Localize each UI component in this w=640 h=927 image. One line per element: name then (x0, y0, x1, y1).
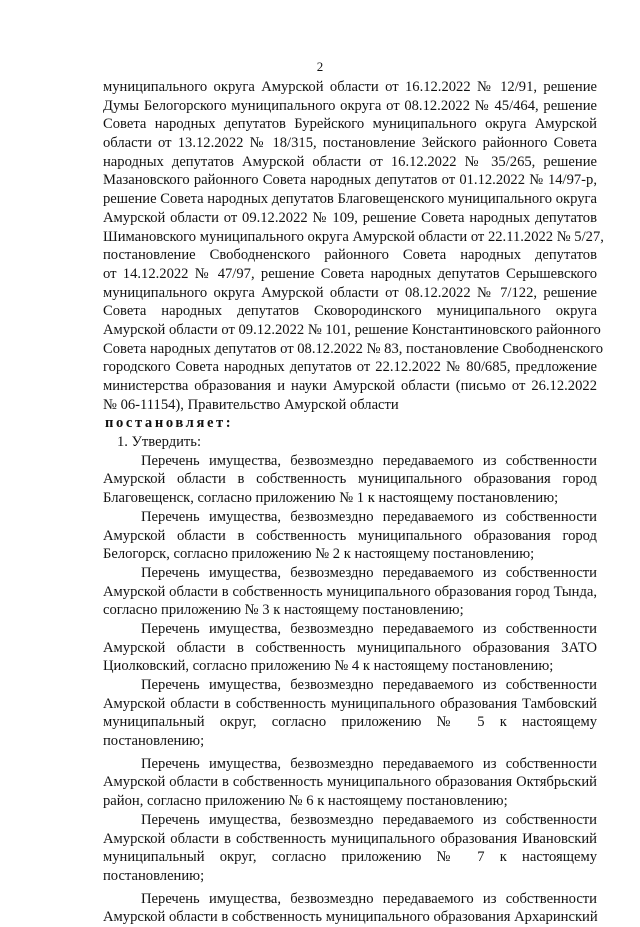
text-line: муниципальный округ, согласно приложению № 5 к настоящему (103, 714, 597, 731)
text-line: от 14.12.2022 № 47/97, решение Совета народных депутатов Серышевского (103, 265, 597, 282)
text-line: Амурской области от 09.12.2022 № 109, решение Совета народных депутатов (103, 209, 597, 226)
text-line: Мазановского районного Совета народных депутатов от 01.12.2022 № 14/97-р, (103, 172, 597, 189)
text-line: Циолковский, согласно приложению № 4 к настоящему постановлению; (103, 658, 554, 675)
list-item (103, 508, 597, 564)
text-line: № 06-11154), Правительство Амурской области (103, 396, 399, 413)
list-item (103, 811, 597, 886)
list-item (103, 890, 597, 927)
page-number: 2 (316, 59, 324, 74)
text-line: Перечень имущества, безвозмездно передаваемого из собственности (141, 452, 597, 469)
text-line: Перечень имущества, безвозмездно передаваемого из собственности (141, 811, 597, 828)
text-line: Амурской области в собственность муниципального образования город (103, 527, 597, 544)
text-line: Благовещенск, согласно приложению № 1 к настоящему постановлению; (103, 490, 559, 507)
approve-line: 1. Утвердить: (117, 434, 202, 451)
text-line: Амурской области в собственность муниципального образования Ивановский (103, 830, 597, 847)
text-line: народных депутатов Амурской области от 16.12.2022 № 35/265, решение (103, 153, 597, 170)
text-line: Амурской области в собственность муниципального образования Тамбовский (103, 695, 597, 712)
text-line: район, согласно приложению № 6 к настоящему постановлению; (103, 793, 508, 810)
text-line: Шимановского муниципального округа Амурской области от 22.11.2022 № 5/27, (103, 228, 604, 245)
text-line: Амурской области в собственность муниципального образования Октябрьский (103, 774, 597, 791)
text-line: Белогорск, согласно приложению № 2 к настоящему постановлению; (103, 546, 535, 563)
text-line: Амурской области в собственность муниципального образования Архаринский (103, 909, 598, 926)
list-item (103, 564, 597, 620)
text-line: постановлению; (103, 867, 205, 884)
text-line: Перечень имущества, безвозмездно передаваемого из собственности (141, 508, 597, 525)
text-line: области от 13.12.2022 № 18/315, постановление Зейского районного Совета (103, 135, 597, 152)
text-line: Амурской области от 09.12.2022 № 101, решение Константиновского районного (103, 321, 601, 338)
text-line: Перечень имущества, безвозмездно передаваемого из собственности (141, 564, 597, 581)
text-line: городского Совета народных депутатов от 22.12.2022 № 80/685, предложение (103, 359, 597, 376)
text-line: Совета народных депутатов Сковородинского муниципального округа (103, 303, 597, 320)
text-line: Думы Белогорского муниципального округа от 08.12.2022 № 45/464, решение (103, 97, 597, 114)
list-item (103, 755, 597, 811)
text-line: Перечень имущества, безвозмездно передаваемого из собственности (141, 620, 597, 637)
text-line: Совета народных депутатов Бурейского муниципального округа Амурской (103, 116, 597, 133)
text-line: муниципальный округ, согласно приложению № 7 к настоящему (103, 849, 597, 866)
text-line: Совета народных депутатов от 08.12.2022 № 83, постановление Свободненского (103, 340, 604, 357)
text-line: муниципального округа Амурской области от 08.12.2022 № 7/122, решение (103, 284, 597, 301)
intro-paragraph (103, 78, 604, 414)
document-body (103, 78, 604, 927)
text-line: Амурской области в собственность муниципального образования ЗАТО (103, 639, 597, 656)
text-line: согласно приложению № 3 к настоящему постановлению; (103, 602, 464, 619)
text-line: постановление Свободненского районного Совета народных депутатов (103, 247, 597, 264)
text-line: постановлению; (103, 733, 205, 750)
text-line: Амурской области в собственность муниципального образования город (103, 471, 597, 488)
list-item (103, 452, 597, 508)
list-item (103, 676, 597, 751)
decree-word: постановляет: (105, 415, 234, 432)
text-line: Перечень имущества, безвозмездно передаваемого из собственности (141, 677, 597, 693)
list-item (103, 620, 597, 676)
text-line: Перечень имущества, безвозмездно передаваемого из собственности (141, 890, 597, 907)
text-line: Амурской области в собственность муниципального образования город Тында, (103, 583, 597, 600)
text-line: муниципального округа Амурской области от 16.12.2022 № 12/91, решение (103, 79, 597, 95)
text-line: министерства образования и науки Амурской области (письмо от 26.12.2022 (103, 378, 597, 394)
text-line: Перечень имущества, безвозмездно передаваемого из собственности (141, 755, 597, 772)
text-line: решение Совета народных депутатов Благовещенского муниципального округа (103, 191, 597, 208)
